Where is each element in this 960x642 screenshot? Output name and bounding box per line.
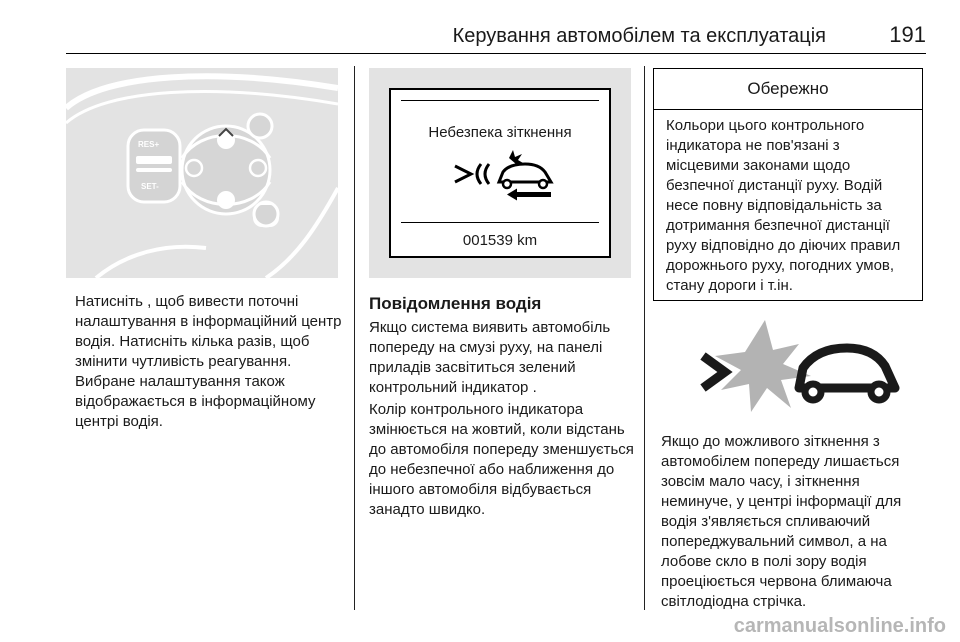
page-header [66, 20, 926, 54]
section-heading: Повідомлення водія [369, 294, 542, 313]
display-top-line [401, 100, 599, 101]
column-divider-right [644, 66, 645, 610]
column-divider-left [354, 66, 355, 610]
warning-title: Обережно [654, 69, 922, 110]
header-title: Керування автомобілем та експлуатація [452, 25, 826, 47]
res-label: RES+ [138, 140, 160, 149]
middle-paragraph-2: Колір контрольного індикатора змінюється на жовтий, коли відстань до автомобіля попереду зменшується до небезпечної або наближення до іншого автомобіля відбувається занадто швидко. [369, 401, 634, 518]
header-rule [66, 53, 926, 54]
set-label: SET- [141, 182, 159, 191]
display-bottom-line [401, 222, 599, 223]
right-paragraph: Якщо до можливого зіткнення з автомобілем попереду лишається зовсім мало часу, і зіткнення неминуче, у центрі інформації для водія з'являється спливаючий попереджувальний символ, а на лобове скло в полі зору водія проеціюється червона блимаюча світлодіодна стрічка. [661, 433, 902, 610]
middle-paragraph-1: Якщо система виявить автомобіль попереду на смузі руху, на панелі приладів засвітиться зелений контрольний індикатор . [369, 319, 611, 396]
odometer-readout: 001539 km [462, 232, 538, 249]
collision-symbol-icon [653, 304, 923, 420]
collision-alert-text: Небезпека зіткнення [428, 124, 572, 141]
collision-alert-icon [447, 146, 567, 202]
driver-display-figure [369, 68, 631, 278]
warning-box [653, 68, 923, 301]
steering-wheel-figure [66, 68, 338, 278]
footer-watermark: carmanualsonline.info [733, 615, 946, 637]
warning-body: Кольори цього контрольного індикатора не пов'язані з місцевими законами щодо безпечної дистанції руху. Водій несе повну відповідальність за дотримання безпечної дистанції руху відповідно до діючих правил дорожнього руху, погодних умов, стану дороги і т.ін. [666, 117, 901, 294]
collision-symbol-figure [653, 304, 923, 420]
display-screen [389, 88, 611, 258]
steering-wheel-controls-icon [66, 68, 338, 278]
left-paragraph: Натисніть , щоб вивести поточні налаштування в інформаційний центр водія. Натисніть кілька разів, щоб змінити чутливість реагування. Вибране налаштування також відображається в інформаційному центрі водія. [75, 293, 342, 430]
page-number: 191 [889, 22, 926, 47]
